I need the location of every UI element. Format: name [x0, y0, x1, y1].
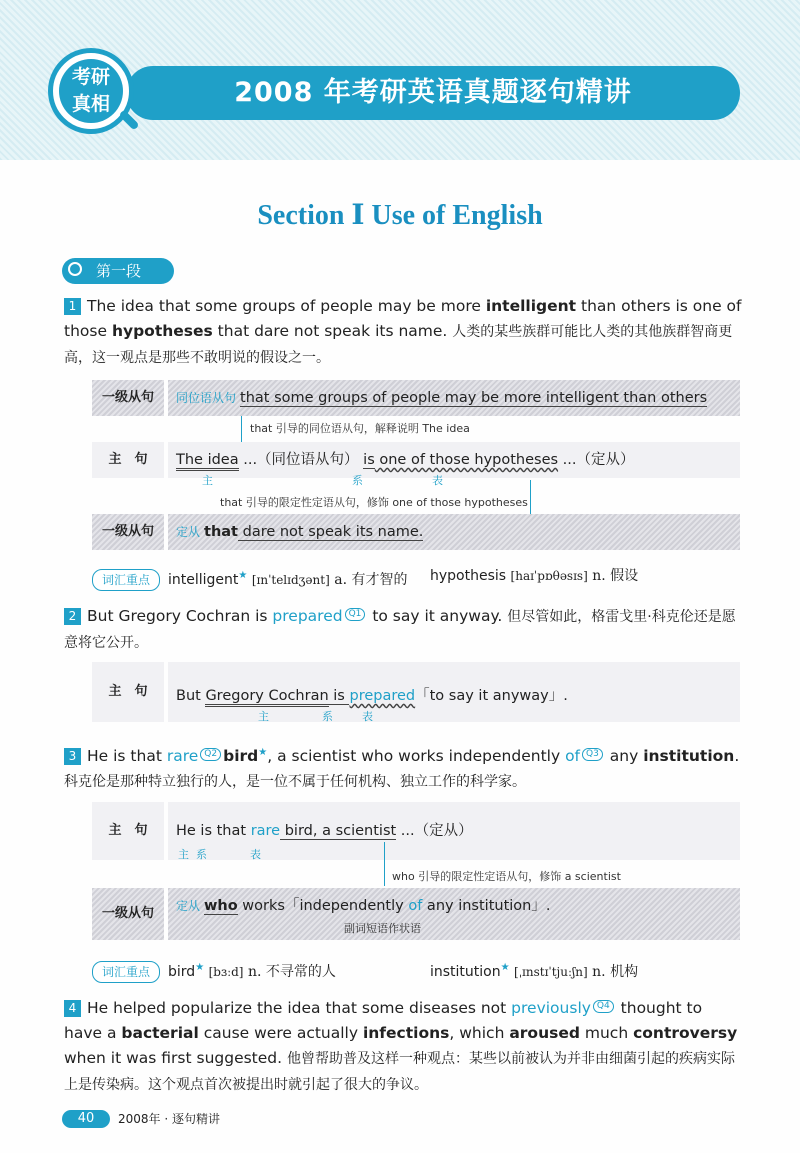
star-icon: ★ [500, 962, 510, 973]
role-label: 系 [196, 848, 207, 861]
analysis-row [92, 662, 740, 722]
question-ref: Q3 [582, 748, 603, 761]
sentence-number: 2 [64, 608, 81, 625]
sentence-4 [64, 996, 744, 1098]
role-label: 主 [202, 474, 213, 487]
row-label: 一级从句 [92, 380, 164, 416]
key-word: of [408, 898, 423, 914]
key-word: rare [166, 747, 199, 765]
predicative: prepared [349, 688, 416, 704]
connector-line [530, 480, 531, 514]
question-ref: Q2 [200, 748, 221, 761]
key-word: of [565, 747, 581, 765]
question-ref: Q1 [345, 608, 366, 621]
connector-line [241, 416, 242, 442]
text: works「independently [237, 898, 409, 914]
annotation: that 引导的同位语从句，解释说明 The idea [250, 422, 470, 435]
appositive: bird, a scientist [280, 823, 397, 839]
role-label: 表 [250, 848, 261, 861]
row-label: 主 句 [92, 802, 164, 860]
analysis-row [92, 380, 740, 416]
key-word: rare [250, 823, 281, 839]
text: that dare not speak its name. [212, 322, 453, 340]
text: He helped popularize the idea that some diseases not [87, 999, 512, 1017]
phonetic: [ˌɪnstɪˈtjuːʃn] [514, 965, 588, 979]
vocab-word: institution [430, 964, 501, 980]
key-word: bird [223, 747, 259, 765]
key-word: intelligent [485, 297, 577, 315]
phonetic: [haɪˈpɒθəsɪs] [510, 569, 588, 583]
logo-text [59, 59, 123, 123]
definition: n. 不寻常的人 [247, 964, 336, 980]
key-word: bacterial [121, 1024, 199, 1042]
phonetic: [ɪnˈtelɪdʒənt] [251, 573, 330, 587]
key-word: hypotheses [111, 322, 213, 340]
text: much [579, 1024, 634, 1042]
text: thought to have a [64, 999, 703, 1042]
text: But Gregory Cochran is [87, 607, 273, 625]
text: , a scientist who works independently [267, 747, 566, 765]
role-label: 系 [322, 710, 333, 723]
vocab-entry [430, 956, 638, 984]
text: than others is one of those [64, 297, 742, 340]
analysis-row [92, 514, 740, 550]
row-label: 主 句 [92, 442, 164, 478]
clause-text: dare not speak its name. [238, 524, 424, 540]
relative-pronoun: that [204, 524, 238, 540]
clause-tag: 定从 [176, 899, 201, 913]
text: He is that [176, 823, 251, 839]
subject: The idea [176, 452, 239, 471]
text: The idea that some groups of people may be more [87, 297, 486, 315]
chinese-translation: 科克伦是那种特立独行的人，是一位不属于任何机构、独立工作的科学家。 [64, 774, 526, 790]
key-word: controversy [633, 1024, 738, 1042]
page-title: 2008 年考研英语真题逐句精讲 [126, 66, 740, 120]
text: any institution」. [422, 898, 551, 914]
key-word: infections [362, 1024, 450, 1042]
definition: a. 有才智的 [334, 572, 408, 588]
role-label: 主 [178, 848, 189, 861]
vocab-label: 词汇重点 [92, 961, 160, 983]
row-content [168, 662, 740, 722]
vocab-line [92, 956, 742, 980]
vocab-label: 词汇重点 [92, 569, 160, 591]
text: any [604, 747, 644, 765]
section-title: Section Ⅰ Use of English [257, 200, 543, 231]
analysis-row [92, 802, 740, 860]
key-word: institution [643, 747, 735, 765]
logo-line-1: 考研 [71, 66, 110, 88]
row-label: 一级从句 [92, 514, 164, 550]
relative-pronoun: who [204, 898, 238, 914]
definition: n. 假设 [592, 568, 639, 584]
sentence-2 [64, 604, 744, 656]
subject: Gregory Cochran [205, 688, 328, 707]
key-word: aroused [509, 1024, 580, 1042]
star-icon: ★ [238, 570, 248, 581]
adverbial: 「to say it anyway」. [415, 688, 568, 704]
linking-verb: is [363, 452, 375, 468]
text: when it was first suggested. [64, 1049, 287, 1067]
row-content [168, 514, 740, 550]
sentence-number: 1 [64, 298, 81, 315]
text: But [176, 688, 206, 704]
predicative: one of those hypotheses [374, 452, 559, 468]
definition: n. 机构 [592, 964, 639, 980]
row-label: 主 句 [92, 662, 164, 722]
role-label: 系 [352, 474, 363, 487]
page-number: 40 [62, 1110, 110, 1128]
paragraph-label-text: 第一段 [96, 262, 142, 280]
magnifier-logo [48, 48, 134, 134]
sentence-3 [64, 740, 744, 795]
clause-tag: 同位语从句 [176, 391, 237, 405]
paragraph-label [62, 258, 174, 284]
sentence-number: 4 [64, 1000, 81, 1017]
role-label: 主 [258, 710, 269, 723]
search-icon [68, 262, 82, 276]
star-icon: ★ [258, 747, 268, 758]
vocab-entry [430, 564, 638, 588]
vocab-line [92, 564, 742, 588]
annotation: that 引导的限定性定语从句，修饰 one of those hypotheses [220, 496, 528, 509]
text: He is that [87, 747, 167, 765]
text: cause were actually [198, 1024, 363, 1042]
footer-text: 2008年 · 逐句精讲 [118, 1112, 220, 1126]
text: ...（同位语从句） [238, 452, 359, 468]
text: to say it anyway. [367, 607, 508, 625]
text: , which [449, 1024, 510, 1042]
row-content [168, 380, 740, 416]
row-content [168, 442, 740, 478]
vocab-word: bird [168, 964, 196, 980]
vocab-word: hypothesis [430, 568, 507, 584]
key-word: prepared [272, 607, 343, 625]
vocab-word: intelligent [168, 572, 239, 588]
chinese-translation: 他曾帮助普及这样一种观点：某些以前被认为并非由细菌引起的疾病实际上是传染病。这个观点首次被提出时就引起了很大的争议。 [64, 1051, 735, 1093]
sentence-1 [64, 294, 744, 371]
role-label: 表 [362, 710, 373, 723]
chinese-translation: 但尽管如此，格雷戈里·科克伦还是愿意将它公开。 [64, 609, 736, 651]
sentence-number: 3 [64, 748, 81, 765]
question-ref: Q4 [593, 1000, 614, 1013]
row-label: 一级从句 [92, 888, 164, 940]
text: . [734, 747, 740, 765]
text: ...（定从） [396, 823, 473, 839]
clause-tag: 定从 [176, 525, 201, 539]
annotation: who 引导的限定性定语从句，修饰 a scientist [392, 870, 621, 883]
connector-line [384, 842, 385, 886]
key-word: previously [511, 999, 591, 1017]
star-icon: ★ [195, 962, 205, 973]
annotation: 副词短语作状语 [344, 922, 421, 935]
chinese-translation: 人类的某些族群可能比人类的其他族群智商更高，这一观点是那些不敢明说的假设之一。 [64, 324, 733, 366]
text: ...（定从） [558, 452, 635, 468]
analysis-row [92, 442, 740, 478]
phonetic: [bɜːd] [208, 965, 244, 979]
row-content [168, 888, 740, 940]
clause-text: that some groups of people may be more intelligent than others [240, 390, 708, 406]
linking-verb: is [328, 688, 350, 704]
role-label: 表 [432, 474, 443, 487]
logo-line-2: 真相 [71, 93, 110, 115]
